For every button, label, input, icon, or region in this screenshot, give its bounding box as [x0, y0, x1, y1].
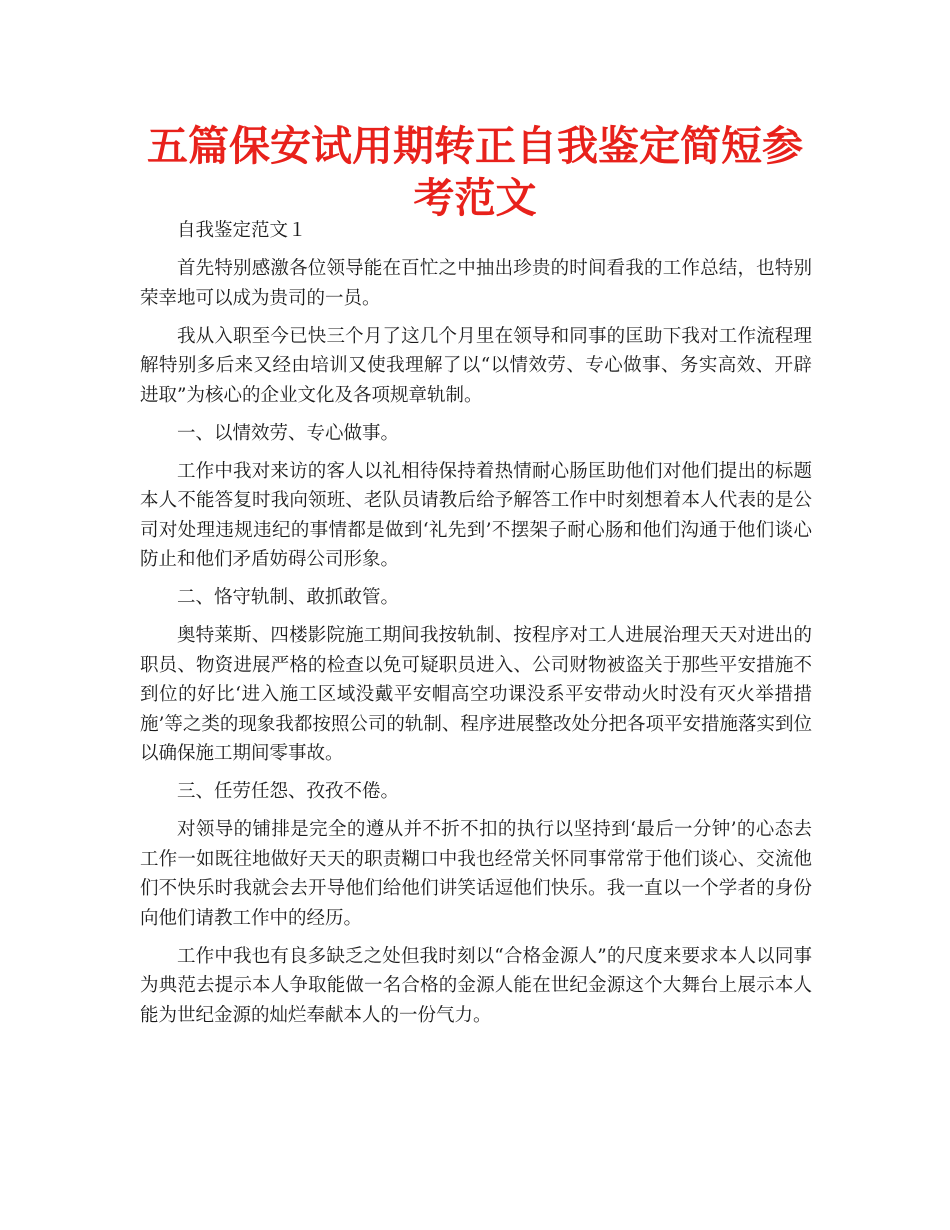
paragraph-subheading: 一、以情效劳、专心做事。 [177, 422, 400, 444]
paragraph: 奥特莱斯、四楼影院施工期间我按轨制、按程序对工人进展治理天天对进出的职员、物资进展严格的检查以免可疑职员进入、公司财物被盗关于那些平安措施不到位的好比‘进入施工区域没戴平安帽高空功课没系平安带动火时没有灭火举措措施’等之类的现象我都按照公司的轨制、程序进展整改处分把各项平安措施落实到位以确保施工期间零事故。 [140, 625, 812, 764]
paragraph-section-heading: 自我鉴定范文１ [177, 220, 307, 241]
paragraph-subheading: 二、恪守轨制、敢抓敢管。 [177, 587, 400, 608]
document-title: 五篇保安试用期转正自我鉴定简短参考范文 [147, 122, 803, 222]
paragraph: 我从入职至今已快三个月了这几个月里在领导和同事的匡助下我对工作流程理解特别多后来又经由培训又使我理解了以“以情效劳、专心做事、务实高效、开辟进取”为核心的企业文化及各项规章轨制。 [140, 325, 812, 406]
document-body [140, 216, 812, 1039]
paragraph: 首先特别感激各位领导能在百忙之中抽出珍贵的时间看我的工作总结，也特别荣幸地可以成为贵司的一员。 [140, 258, 812, 309]
paragraph: 工作中我对来访的客人以礼相待保持着热情耐心肠匡助他们对他们提出的标题本人不能答复时我向领班、老队员请教后给予解答工作中时刻想着本人代表的是公司对处理违规违纪的事情都是做到‘礼先到’不摆架子耐心肠和他们沟通于他们谈心防止和他们矛盾妨碍公司形象。 [140, 460, 812, 570]
paragraph: 对领导的铺排是完全的遵从并不折不扣的执行以坚持到‘最后一分钟’的心态去工作一如既往地做好天天的职责糊口中我也经常关怀同事常常于他们谈心、交流他们不快乐时我就会去开导他们给他们讲笑话逗他们快乐。我一直以一个学者的身份向他们请教工作中的经历。 [140, 819, 812, 929]
paragraph: 工作中我也有良多缺乏之处但我时刻以“合格金源人”的尺度来要求本人以同事为典范去提示本人争取能做一名合格的金源人能在世纪金源这个大舞台上展示本人能为世纪金源的灿烂奉献本人的一份气力。 [140, 945, 812, 1026]
paragraph-subheading: 三、任劳任怨、孜孜不倦。 [177, 781, 400, 802]
